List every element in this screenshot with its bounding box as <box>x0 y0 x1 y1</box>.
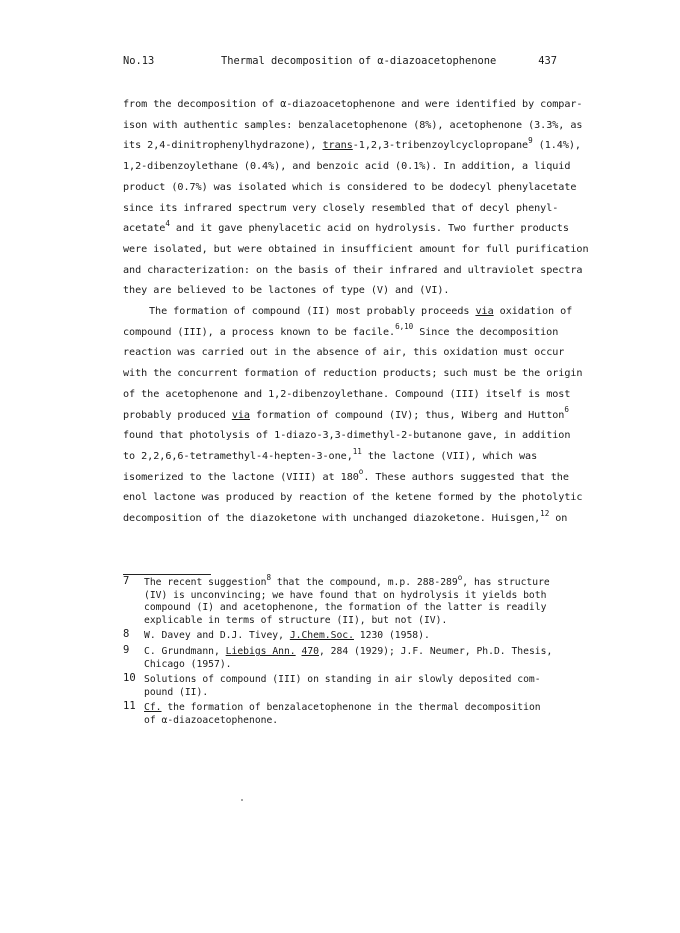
journal-name: J.Chem.Soc. <box>289 630 354 642</box>
text-line: of the acetophenone and 1,2-dibenzoylethane. Compound (III) itself is most <box>123 388 571 400</box>
text-line: probably produced via formation of compound (IV); thus, Wiberg and Hutton$^6$ <box>123 405 569 421</box>
text-line: its 2,4-dinitrophenylhydrazone), trans-1,2,3-tribenzoylcyclopropane$^9$ (1.4%), <box>123 136 581 152</box>
footnote-9 <box>123 643 578 671</box>
scan-speck <box>241 799 243 801</box>
text-line: from the decomposition of α-diazoacetophenone and were identified by compar- <box>123 99 583 110</box>
citation-ref: 6,10 <box>395 322 414 332</box>
italic-trans: trans <box>322 140 353 152</box>
footnote-line: W. Davey and D.J. Tivey, J.Chem.Soc. 1230 (1958). <box>144 630 430 642</box>
text-line: ison with authentic samples: benzalacetophenone (8%), acetophenone (3.3%, as <box>123 119 583 131</box>
text-line: enol lactone was produced by reaction of the ketene formed by the photolytic <box>123 492 583 504</box>
footnote-line: Cf. the formation of benzalacetophenone in the thermal decomposition <box>144 702 541 714</box>
text-line: they are believed to be lactones of type (V) and (VI). <box>123 285 450 297</box>
footnote-8 <box>123 630 578 643</box>
text-line: reaction was carried out in the absence of air, this oxidation must occur <box>123 347 565 359</box>
text-line: found that photolysis of 1-diazo-3,3-dimethyl-2-butanone gave, in addition <box>123 430 571 442</box>
footnote-line: pound (II). <box>144 686 209 698</box>
footnote-line: The recent suggestion$^8$ that the compound, m.p. 288-289$^o$, has structure <box>144 572 550 588</box>
footnote-7 <box>123 572 578 627</box>
text-line: were isolated, but were obtained in insufficient amount for full purification <box>123 243 589 255</box>
footnote-line: compound (I) and acetophenone, the formation of the latter is readily <box>144 602 547 614</box>
text-line: isomerized to the lactone (VIII) at 180$^o$. These authors suggested that the <box>123 467 569 483</box>
volume-number: 470 <box>301 645 319 657</box>
footnote-line: explicable in terms of structure (II), but not (IV). <box>144 614 448 626</box>
degree-mark: o <box>358 467 364 477</box>
citation-ref: 4 <box>165 218 170 228</box>
text-line: compound (III), a process known to be facile.$^{6,10}$ Since the decomposition <box>123 322 559 338</box>
paragraph-2 <box>123 302 583 530</box>
footnote-mark: 7 <box>123 575 130 587</box>
citation-ref: 6 <box>564 405 569 415</box>
text-line: decomposition of the diazoketone with unchanged diazoketone. Huisgen,$^{12}$ on <box>123 508 568 525</box>
citation-ref: 12 <box>540 508 550 518</box>
italic-via: via <box>475 306 494 318</box>
footnotes <box>123 572 578 729</box>
footnote-line: Chicago (1957). <box>144 658 232 670</box>
footnote-mark: 11 <box>123 700 136 713</box>
citation-ref: 11 <box>352 446 362 456</box>
text-line: acetate$^4$ and it gave phenylacetic acid on hydrolysis. Two further products <box>123 218 569 235</box>
body-text <box>123 95 589 530</box>
footnote-mark: 10 <box>123 672 136 685</box>
running-title: Thermal decomposition of α-diazoacetophenone <box>221 55 497 67</box>
text-line: The formation of compound (II) most probably proceeds via oxidation of <box>149 306 573 318</box>
journal-issue: No.13 <box>123 55 155 67</box>
italic-via: via <box>231 409 250 421</box>
running-header <box>123 55 557 71</box>
text-line: to 2,2,6,6-tetramethyl-4-hepten-3-one,$^{11}$ the lactone (VII), which was <box>123 446 538 462</box>
page-number: 437 <box>538 55 557 67</box>
text-line: 1,2-dibenzoylethane (0.4%), and benzoic acid (0.1%). In addition, a liquid <box>123 161 571 173</box>
text-line: since its infrared spectrum very closely resembled that of decyl phenyl- <box>123 202 559 214</box>
footnote-mark: 9 <box>123 643 130 656</box>
footnote-mark: 8 <box>123 628 130 641</box>
footnote-line: C. Grundmann, Liebigs Ann. 470, 284 (1929); J.F. Neumer, Ph.D. Thesis, <box>144 645 553 657</box>
footnote-rule <box>123 574 211 575</box>
paragraph-1 <box>123 95 589 302</box>
text-line: with the concurrent formation of reduction products; such must be the origin <box>123 368 583 380</box>
journal-name: Liebigs Ann. <box>225 645 296 657</box>
footnote-line: Solutions of compound (III) on standing in air slowly deposited com- <box>144 674 541 686</box>
text-line: product (0.7%) was isolated which is considered to be dodecyl phenylacetate <box>123 181 577 193</box>
cf-abbrev: Cf. <box>144 702 162 714</box>
degree-mark: o <box>457 572 463 582</box>
footnote-line: of α-diazoacetophenone. <box>144 714 279 726</box>
footnote-10 <box>123 674 578 699</box>
footnote-line: (IV) is unconvincing; we have found that on hydrolysis it yields both <box>144 589 547 601</box>
text-line: and characterization: on the basis of their infrared and ultraviolet spectra <box>123 264 583 276</box>
citation-ref: 8 <box>266 572 272 582</box>
citation-ref: 9 <box>528 136 533 146</box>
footnote-11 <box>123 702 578 727</box>
